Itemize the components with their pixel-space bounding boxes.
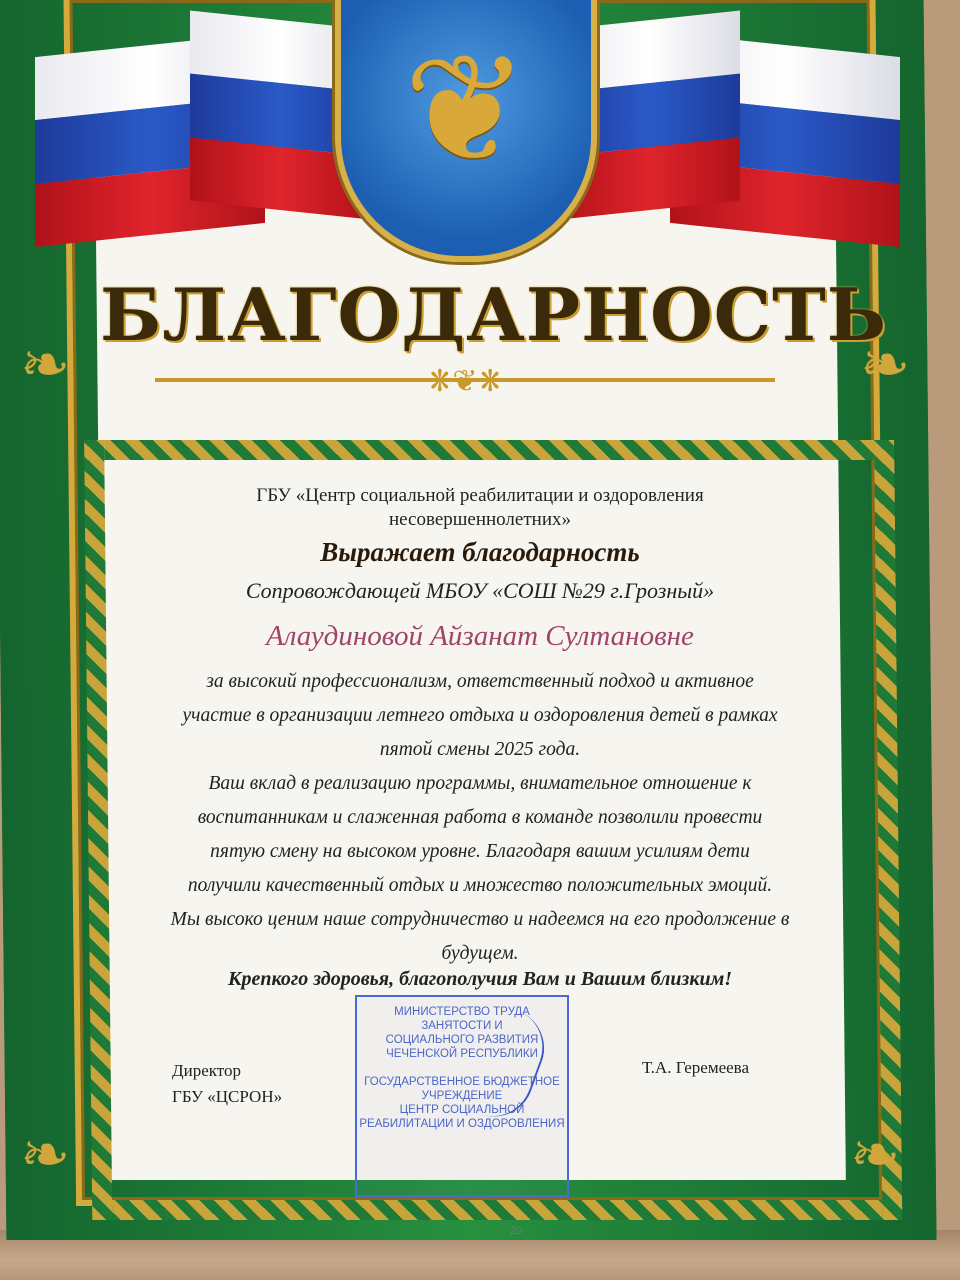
escort-line: Сопровождающей МБОУ «СОШ №29 г.Грозный»	[245, 578, 715, 603]
body-line: будущем.	[441, 943, 519, 964]
body-line: Мы высоко ценим наше сотрудничество и надеемся на его продолжение в	[170, 909, 790, 930]
body-line: пятой смены 2025 года.	[379, 739, 581, 760]
page-number: 20	[510, 1225, 523, 1237]
body-line: участие в организации летнего отдыха и оздоровления детей в рамках	[182, 705, 778, 726]
double-headed-eagle-icon: ❦	[403, 28, 529, 194]
flourish-icon: ❋❦❋	[427, 364, 503, 399]
closing-wish: Крепкого здоровья, благополучия Вам и Вашим близким!	[227, 968, 733, 990]
official-stamp: МИНИСТЕРСТВО ТРУДА ЗАНЯТОСТИ И СОЦИАЛЬНОГО РАЗВИТИЯ ЧЕЧЕНСКОЙ РЕСПУБЛИКИ ГОСУДАРСТВЕННОЕ БЮДЖЕТНОЕ УЧРЕЖДЕНИЕ ЦЕНТР СОЦИАЛЬНОЙ РЕАБИЛИТАЦИИ И ОЗДОРОВЛЕНИЯ	[355, 995, 569, 1197]
body-line: воспитанникам и слаженная работа в команде позволили провести	[197, 807, 763, 828]
recipient-name: Алаудиновой Айзанат Султановне	[266, 620, 694, 652]
body-line: Ваш вклад в реализацию программы, внимательное отношение к	[208, 773, 752, 794]
corner-ornament-icon: ❧	[860, 330, 911, 400]
expresses-heading: Выражает благодарность	[320, 537, 640, 567]
title-divider	[155, 364, 775, 408]
signer-name: Т.А. Геремеева	[642, 1058, 750, 1077]
organization-name: ГБУ «Центр социальной реабилитации и оздоровления несовершеннолетних»	[256, 485, 704, 530]
body-line: пятую смену на высоком уровне. Благодаря вашим усилиям дети	[210, 841, 750, 862]
certificate-title: БЛАГОДАРНОСТЬ	[100, 272, 888, 357]
certificate-body	[120, 665, 840, 971]
body-line: получили качественный отдых и множество положительных эмоций.	[187, 875, 773, 896]
corner-ornament-icon: ❧	[850, 1120, 901, 1190]
body-line: за высокий профессионализм, ответственный подход и активное	[206, 671, 754, 692]
corner-ornament-icon: ❧	[20, 1120, 71, 1190]
coat-of-arms	[335, 0, 597, 262]
corner-ornament-icon: ❧	[20, 330, 71, 400]
director-title: Директор ГБУ «ЦСРОН»	[172, 1061, 283, 1106]
